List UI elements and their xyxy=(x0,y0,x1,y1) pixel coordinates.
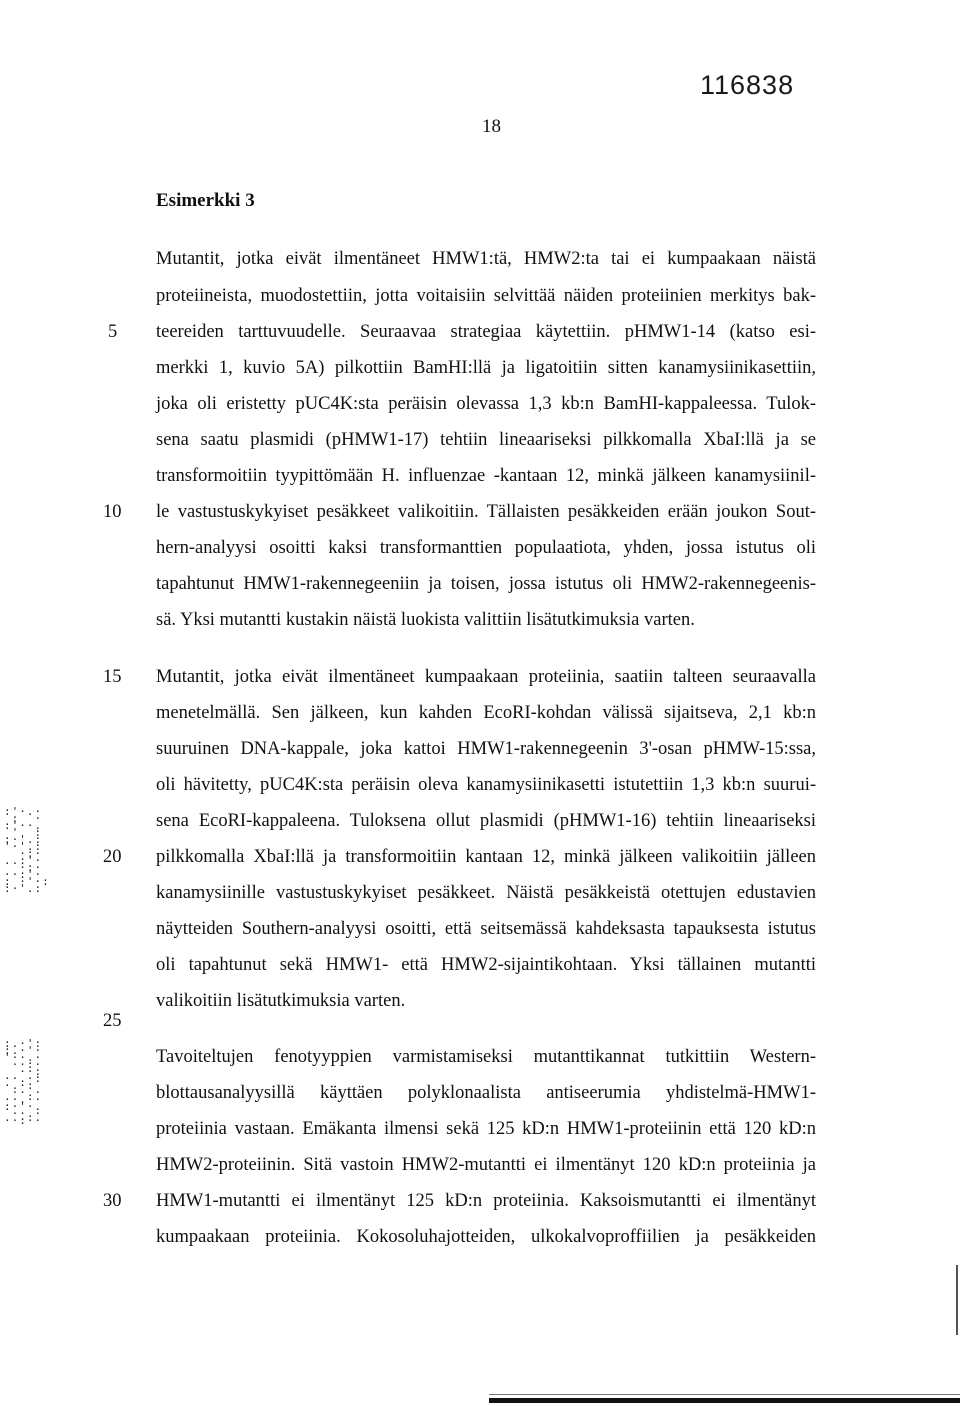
text-line: transformoitiin tyypittömään H. influenzae -kantaan 12, minkä jälkeen kanamysiinil- xyxy=(156,466,816,486)
margin-dot-pattern: :.·': :.·'· '··.· ··:· ··: ··.·: ·.·: ··.· ··.·· :·'·. ··.· ··:·· xyxy=(4,1037,43,1127)
text-line: sä. Yksi mutantti kustakin näistä luokista valittiin lisätutkimuksia varten. xyxy=(156,610,695,630)
margin-dot-pattern: :'·.· : · :'··. ' : :·'.: '·'.: ·:· ..:'· ·:· ··:'· : ·'·: :·'.: xyxy=(4,805,50,895)
text-line: menetelmällä. Sen jälkeen, kun kahden EcoRI-kohdan välissä sijaitseva, 2,1 kb:n xyxy=(156,703,816,723)
text-line: merkki 1, kuvio 5A) pilkottiin BamHI:llä ja ligatoitiin sitten kanamysiinikasettiin, xyxy=(156,358,816,378)
section-heading: Esimerkki 3 xyxy=(156,190,255,211)
scan-edge-mark xyxy=(956,1265,958,1335)
text-line: HMW2-proteiinin. Sitä vastoin HMW2-mutantti ei ilmentänyt 120 kD:n proteiinia ja xyxy=(156,1155,816,1175)
line-number: 25 xyxy=(103,1011,122,1031)
text-line: valikoitiin lisätutkimuksia varten. xyxy=(156,991,406,1011)
text-line: pilkkomalla XbaI:llä ja transformoitiin kantaan 12, minkä jälkeen valikoitiin jälleen xyxy=(156,847,816,867)
footer-rule-thin xyxy=(489,1394,960,1395)
text-line: oli hävitetty, pUC4K:sta peräisin oleva kanamysiinikasetti istutettiin 1,3 kb:n suurui- xyxy=(156,775,816,795)
text-line: proteiineista, muodostettiin, jotta voitaisiin selvittää näiden proteiinien merkitys bak- xyxy=(156,286,816,306)
text-line: Tavoiteltujen fenotyyppien varmistamiseksi mutanttikannat tutkittiin Western- xyxy=(156,1047,816,1067)
text-line: tapahtunut HMW1-rakennegeeniin ja toisen, jossa istutus oli HMW2-rakennegeenis- xyxy=(156,574,816,594)
text-line: joka oli eristetty pUC4K:sta peräisin olevassa 1,3 kb:n BamHI-kappaleessa. Tulok- xyxy=(156,394,816,414)
line-number: 10 xyxy=(103,502,122,522)
text-line: le vastustuskykyiset pesäkkeet valikoitiin. Tällaisten pesäkkeiden erään joukon Sout- xyxy=(156,502,816,522)
text-line: oli tapahtunut sekä HMW1- että HMW2-sijaintikohtaan. Yksi tällainen mutantti xyxy=(156,955,816,975)
text-line: sena saatu plasmidi (pHMW1-17) tehtiin lineaariseksi pilkkomalla XbaI:llä ja se xyxy=(156,430,816,450)
text-line: Mutantit, jotka eivät ilmentäneet kumpaakaan proteiinia, saatiin talteen seuraavalla xyxy=(156,667,816,687)
document-number: 116838 xyxy=(700,70,795,100)
page-number: 18 xyxy=(482,116,501,137)
text-line: suuruinen DNA-kappale, joka kattoi HMW1-rakennegeenin 3'-osan pHMW-15:ssa, xyxy=(156,739,816,759)
text-line: kumpaakaan proteiinia. Kokosoluhajotteiden, ulkokalvoproffiilien ja pesäkkeiden xyxy=(156,1227,816,1247)
text-line: blottausanalyysillä käyttäen polyklonaalista antiseerumia yhdistelmä-HMW1- xyxy=(156,1083,816,1103)
line-number: 30 xyxy=(103,1191,122,1211)
text-line: kanamysiinille vastustuskykyiset pesäkkeet. Näistä pesäkkeistä otettujen edustavien xyxy=(156,883,816,903)
text-line: HMW1-mutantti ei ilmentänyt 125 kD:n proteiinia. Kaksoismutantti ei ilmentänyt xyxy=(156,1191,816,1211)
line-number: 15 xyxy=(103,667,122,687)
text-line: proteiinia vastaan. Emäkanta ilmensi sekä 125 kD:n HMW1-proteiinin että 120 kD:n xyxy=(156,1119,816,1139)
footer-rule xyxy=(489,1398,960,1403)
text-line: näytteiden Southern-analyysi osoitti, että seitsemässä kahdeksasta tapauksesta istutus xyxy=(156,919,816,939)
text-line: Mutantit, jotka eivät ilmentäneet HMW1:tä, HMW2:ta tai ei kumpaakaan näistä xyxy=(156,249,816,269)
text-line: hern-analyysi osoitti kaksi transformanttien populaatiota, yhden, jossa istutus oli xyxy=(156,538,816,558)
text-line: sena EcoRI-kappaleena. Tuloksena ollut plasmidi (pHMW1-16) tehtiin lineaariseksi xyxy=(156,811,816,831)
text-line: teereiden tarttuvuudelle. Seuraavaa strategiaa käytettiin. pHMW1-14 (katso esi- xyxy=(156,322,816,342)
line-number: 20 xyxy=(103,847,122,867)
line-number: 5 xyxy=(108,322,118,342)
